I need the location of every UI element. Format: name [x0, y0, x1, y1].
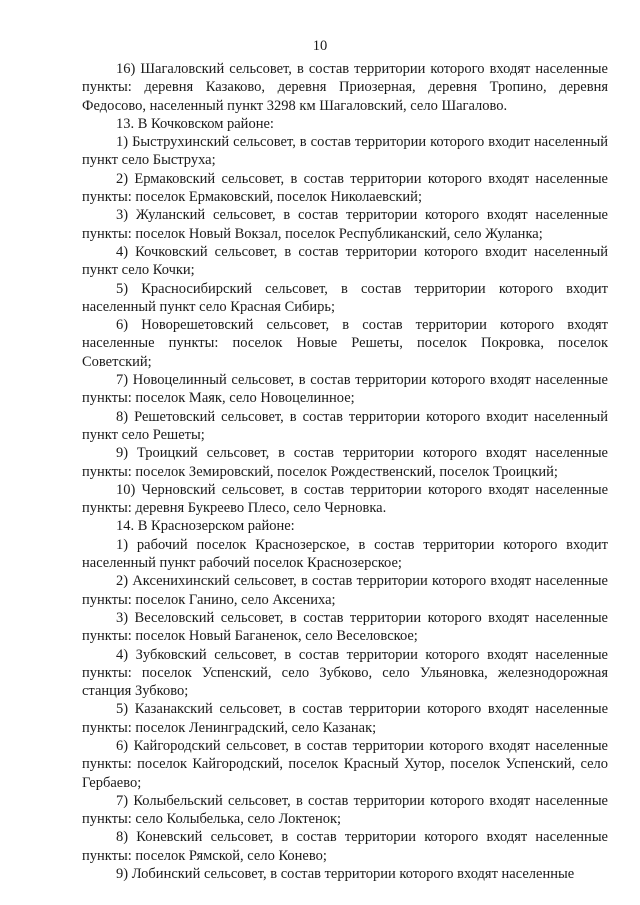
page-number: 10 [312, 38, 328, 54]
document-body [82, 60, 608, 883]
paragraph: 2) Аксенихинский сельсовет, в состав территории которого входят населенные пункты: поселок Ганино, село Аксениха; [82, 573, 608, 608]
paragraph: 7) Колыбельский сельсовет, в состав территории которого входят населенные пункты: село Колыбелька, село Локтенок; [82, 792, 608, 828]
section-heading: 13. В Кочковском районе: [116, 115, 274, 132]
paragraph: 2) Ермаковский сельсовет, в состав территории которого входят населенные пункты: поселок Ермаковский, поселок Николаевский; [82, 170, 608, 206]
paragraph: 8) Коневский сельсовет, в состав территории которого входят населенные пункты: поселок Рямской, село Конево; [82, 829, 608, 864]
paragraph: 4) Кочковский сельсовет, в состав территории которого входит населенный пункт село Кочки; [82, 243, 608, 279]
paragraph: 9) Троицкий сельсовет, в состав территории которого входят населенные пункты: поселок Земировский, поселок Рождественский, поселок Троицкий; [82, 445, 608, 480]
paragraph: 3) Жуланский сельсовет, в состав территории которого входят населенные пункты: поселок Новый Вокзал, поселок Республиканский, село Жуланка; [82, 207, 608, 242]
paragraph: 5) Казанакский сельсовет, в состав территории которого входят населенные пункты: поселок Ленинградский, село Казанак; [82, 701, 608, 736]
paragraph: 1) Быструхинский сельсовет, в состав территории которого входит населенный пункт село Быструха; [82, 134, 608, 169]
paragraph: 9) Лобинский сельсовет, в состав территории которого входят населенные [116, 866, 575, 883]
paragraph: 1) рабочий поселок Краснозерское, в состав территории которого входит населенный пункт рабочий поселок Краснозерское; [82, 536, 608, 572]
paragraph: 8) Решетовский сельсовет, в состав территории которого входит населенный пункт село Решеты; [82, 408, 608, 443]
paragraph: 5) Красносибирский сельсовет, в состав территории которого входит населенный пункт село Красная Сибирь; [82, 280, 608, 315]
paragraph: 7) Новоцелинный сельсовет, в состав территории которого входят населенные пункты: поселок Маяк, село Новоцелинное; [82, 372, 608, 407]
paragraph: 10) Черновский сельсовет, в состав территории которого входят населенные пункты: деревня Букреево Плесо, село Черновка. [82, 481, 608, 517]
paragraph: 6) Кайгородский сельсовет, в состав территории которого входят населенные пункты: поселок Кайгородский, поселок Красный Хутор, поселок Успенский, село Гербаево; [82, 737, 608, 791]
paragraph: 3) Веселовский сельсовет, в состав территории которого входят населенные пункты: поселок Новый Баганенок, село Веселовское; [82, 609, 608, 645]
paragraph: 6) Новорешетовский сельсовет, в состав территории которого входят населенные пункты: поселок Новые Решеты, поселок Покровка, поселок Советский; [82, 317, 608, 370]
paragraph: 4) Зубковский сельсовет, в состав территории которого входят населенные пункты: поселок Успенский, село Зубково, село Ульяновка, железнодорожная станция Зубково; [82, 646, 608, 700]
paragraph: 16) Шагаловский сельсовет, в состав территории которого входят населенные пункты: деревня Казаково, деревня Приозерная, деревня Тропино, деревня Федосово, населенный пункт 3298 км Шагаловский, село Шагалово. [82, 61, 608, 114]
section-heading: 14. В Краснозерском районе: [116, 518, 295, 535]
